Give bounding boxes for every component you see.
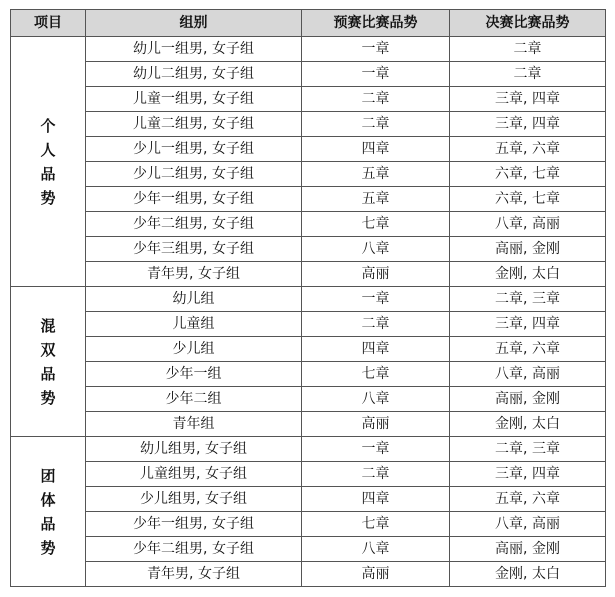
header-prelim-poomsae: 预赛比赛品势 <box>302 10 450 37</box>
prelim-poomsae-cell: 五章 <box>302 162 450 187</box>
table-row <box>11 562 606 587</box>
prelim-poomsae-cell: 八章 <box>302 537 450 562</box>
prelim-poomsae-cell: 高丽 <box>302 262 450 287</box>
group-cell: 幼儿组 <box>86 287 302 312</box>
group-cell: 儿童组男, 女子组 <box>86 462 302 487</box>
group-cell: 少年二组男, 女子组 <box>86 537 302 562</box>
category-label: 团 体 品 势 <box>40 466 56 557</box>
final-poomsae-cell: 三章, 四章 <box>450 312 606 337</box>
prelim-poomsae-cell: 二章 <box>302 462 450 487</box>
final-poomsae-cell: 五章, 六章 <box>450 137 606 162</box>
final-poomsae-cell: 高丽, 金刚 <box>450 237 606 262</box>
prelim-poomsae-cell: 四章 <box>302 487 450 512</box>
header-final-poomsae: 决赛比赛品势 <box>450 10 606 37</box>
table-row <box>11 287 606 312</box>
table-row <box>11 137 606 162</box>
group-cell: 少儿组男, 女子组 <box>86 487 302 512</box>
header-group: 组别 <box>86 10 302 37</box>
final-poomsae-cell: 三章, 四章 <box>450 112 606 137</box>
group-cell: 少年一组男, 女子组 <box>86 512 302 537</box>
group-cell: 幼儿一组男, 女子组 <box>86 37 302 62</box>
table-row <box>11 337 606 362</box>
final-poomsae-cell: 五章, 六章 <box>450 337 606 362</box>
group-cell: 少儿二组男, 女子组 <box>86 162 302 187</box>
final-poomsae-cell: 二章 <box>450 62 606 87</box>
table-row <box>11 387 606 412</box>
table-row <box>11 512 606 537</box>
poomsae-table-wrapper <box>10 9 606 587</box>
table-row <box>11 112 606 137</box>
final-poomsae-cell: 二章 <box>450 37 606 62</box>
final-poomsae-cell: 八章, 高丽 <box>450 362 606 387</box>
table-body <box>11 37 606 587</box>
prelim-poomsae-cell: 七章 <box>302 362 450 387</box>
prelim-poomsae-cell: 二章 <box>302 112 450 137</box>
table-row <box>11 237 606 262</box>
table-row <box>11 537 606 562</box>
table-row <box>11 62 606 87</box>
table-row <box>11 87 606 112</box>
final-poomsae-cell: 金刚, 太白 <box>450 562 606 587</box>
group-cell: 少儿一组男, 女子组 <box>86 137 302 162</box>
final-poomsae-cell: 二章, 三章 <box>450 287 606 312</box>
prelim-poomsae-cell: 五章 <box>302 187 450 212</box>
prelim-poomsae-cell: 高丽 <box>302 562 450 587</box>
group-cell: 青年男, 女子组 <box>86 262 302 287</box>
prelim-poomsae-cell: 二章 <box>302 87 450 112</box>
prelim-poomsae-cell: 七章 <box>302 212 450 237</box>
final-poomsae-cell: 高丽, 金刚 <box>450 537 606 562</box>
table-row <box>11 212 606 237</box>
group-cell: 少年一组男, 女子组 <box>86 187 302 212</box>
final-poomsae-cell: 八章, 高丽 <box>450 512 606 537</box>
table-row <box>11 37 606 62</box>
group-cell: 少年三组男, 女子组 <box>86 237 302 262</box>
table-row <box>11 262 606 287</box>
final-poomsae-cell: 五章, 六章 <box>450 487 606 512</box>
table-header <box>11 10 606 37</box>
prelim-poomsae-cell: 四章 <box>302 337 450 362</box>
group-cell: 少年一组 <box>86 362 302 387</box>
group-cell: 幼儿二组男, 女子组 <box>86 62 302 87</box>
table-row <box>11 412 606 437</box>
poomsae-table <box>10 9 606 587</box>
prelim-poomsae-cell: 高丽 <box>302 412 450 437</box>
header-category: 项目 <box>11 10 86 37</box>
prelim-poomsae-cell: 八章 <box>302 387 450 412</box>
category-label: 混 双 品 势 <box>40 316 56 407</box>
group-cell: 儿童组 <box>86 312 302 337</box>
category-label: 个 人 品 势 <box>40 116 56 207</box>
prelim-poomsae-cell: 二章 <box>302 312 450 337</box>
group-cell: 儿童二组男, 女子组 <box>86 112 302 137</box>
prelim-poomsae-cell: 一章 <box>302 62 450 87</box>
final-poomsae-cell: 六章, 七章 <box>450 162 606 187</box>
group-cell: 少年二组男, 女子组 <box>86 212 302 237</box>
prelim-poomsae-cell: 七章 <box>302 512 450 537</box>
group-cell: 少儿组 <box>86 337 302 362</box>
group-cell: 少年二组 <box>86 387 302 412</box>
prelim-poomsae-cell: 一章 <box>302 437 450 462</box>
group-cell: 青年男, 女子组 <box>86 562 302 587</box>
table-row <box>11 162 606 187</box>
final-poomsae-cell: 金刚, 太白 <box>450 412 606 437</box>
final-poomsae-cell: 三章, 四章 <box>450 462 606 487</box>
group-cell: 青年组 <box>86 412 302 437</box>
table-row <box>11 462 606 487</box>
prelim-poomsae-cell: 一章 <box>302 37 450 62</box>
prelim-poomsae-cell: 一章 <box>302 287 450 312</box>
table-row <box>11 487 606 512</box>
table-row <box>11 312 606 337</box>
final-poomsae-cell: 六章, 七章 <box>450 187 606 212</box>
category-cell <box>11 437 86 587</box>
table-row <box>11 187 606 212</box>
final-poomsae-cell: 三章, 四章 <box>450 87 606 112</box>
final-poomsae-cell: 二章, 三章 <box>450 437 606 462</box>
header-row <box>11 10 606 37</box>
group-cell: 幼儿组男, 女子组 <box>86 437 302 462</box>
prelim-poomsae-cell: 八章 <box>302 237 450 262</box>
category-cell <box>11 287 86 437</box>
group-cell: 儿童一组男, 女子组 <box>86 87 302 112</box>
category-cell <box>11 37 86 287</box>
final-poomsae-cell: 高丽, 金刚 <box>450 387 606 412</box>
table-row <box>11 362 606 387</box>
final-poomsae-cell: 八章, 高丽 <box>450 212 606 237</box>
table-row <box>11 437 606 462</box>
final-poomsae-cell: 金刚, 太白 <box>450 262 606 287</box>
prelim-poomsae-cell: 四章 <box>302 137 450 162</box>
